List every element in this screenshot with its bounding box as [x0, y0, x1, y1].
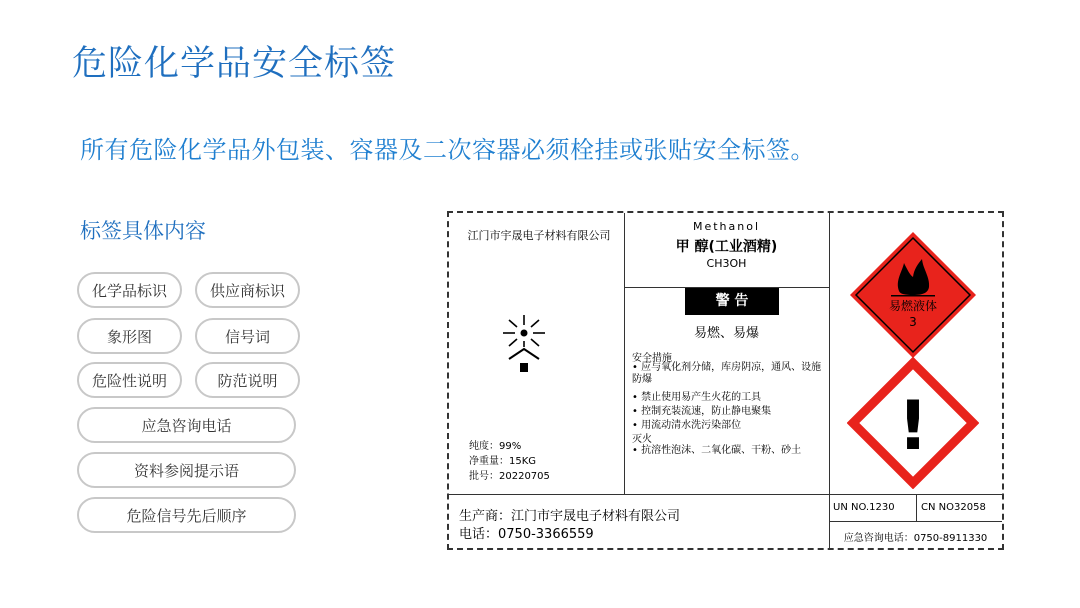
tag-hazard-statement: 危险性说明 [77, 362, 182, 398]
tag-signal-word: 信号词 [195, 318, 300, 354]
precaution-1: • 应与氧化剂分储，库房阴凉，通风、设施防爆 [632, 362, 822, 385]
section-heading: 标签具体内容 [80, 219, 206, 243]
flammable-text: 易燃液体 [888, 299, 938, 313]
label-name-cn: 甲 醇(工业酒精) [675, 239, 778, 255]
label-name-en: Methanol [692, 220, 761, 233]
tag-emergency-phone: 应急咨询电话 [77, 407, 296, 443]
fire-title: 灭火 [632, 434, 652, 445]
tag-chemical-id: 化学品标识 [77, 272, 182, 308]
label-emergency: 应急咨询电话：0750-8911330 [843, 533, 988, 544]
label-formula: CH3OH [706, 257, 747, 270]
fire-measure: • 抗溶性泡沫、二氧化碳、干粉、砂土 [632, 445, 802, 456]
safety-label [447, 211, 1004, 550]
precautions-title: 安全措施 [632, 353, 672, 364]
tag-signal-order: 危险信号先后顺序 [77, 497, 296, 533]
label-cn-no: CN NO32058 [921, 502, 986, 513]
signal-word: 警 告 [685, 288, 779, 315]
label-un-no: UN NO.1230 [833, 502, 895, 513]
tag-precaution-statement: 防范说明 [195, 362, 300, 398]
label-batch: 批号：20220705 [469, 471, 550, 482]
precaution-2: • 禁止使用易产生火花的工具 [632, 392, 762, 403]
label-hazard: 易燃、易爆 [693, 326, 759, 341]
label-company-top: 江门市宇晟电子材料有限公司 [467, 229, 611, 242]
precaution-4: • 用流动清水洗污染部位 [632, 420, 742, 431]
label-purity: 纯度：99% [469, 441, 522, 452]
exclamation-glyph: ! [897, 387, 929, 466]
label-net-weight: 净重量：15KG [469, 456, 537, 467]
tag-pictogram: 象形图 [77, 318, 182, 354]
tag-supplier-id: 供应商标识 [195, 272, 300, 308]
exclamation-mark-icon [847, 357, 979, 489]
label-phone: 电话：0750-3366559 [459, 527, 594, 542]
precaution-3: • 控制充装流速，防止静电聚集 [632, 406, 772, 417]
label-manufacturer: 生产商：江门市宇晟电子材料有限公司 [459, 509, 681, 524]
keep-away-sunlight-icon [489, 303, 559, 383]
flammable-class: 3 [909, 315, 917, 329]
page-title: 危险化学品安全标签 [72, 44, 397, 84]
flammable-liquid-icon [847, 229, 979, 361]
page-subtitle: 所有危险化学品外包装、容器及二次容器必须栓挂或张贴安全标签。 [80, 136, 815, 164]
tag-reference-note: 资料参阅提示语 [77, 452, 296, 488]
